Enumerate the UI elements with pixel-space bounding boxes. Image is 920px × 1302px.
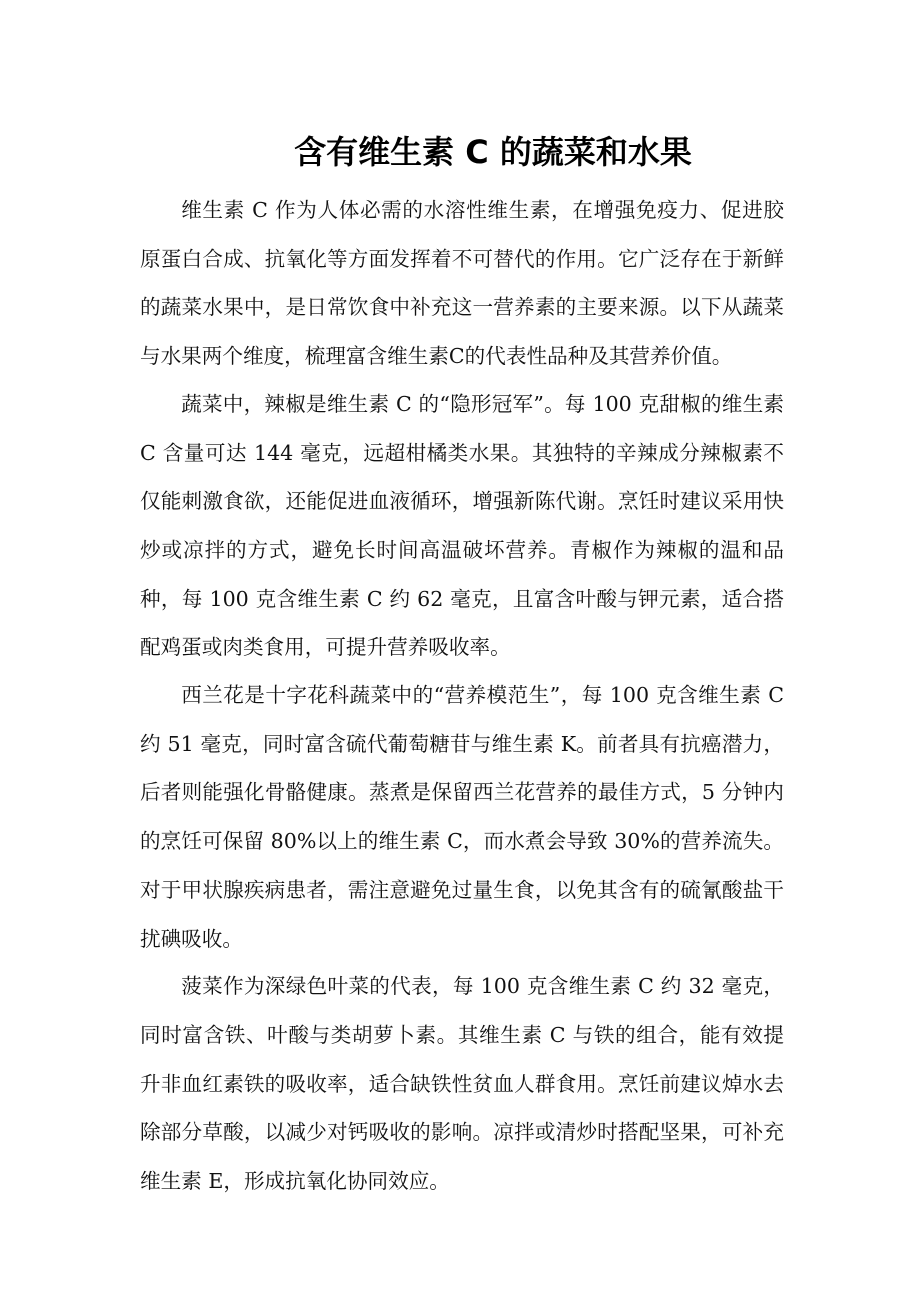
document-title: 含有维生素 C 的蔬菜和水果 [294,133,692,171]
document-body [140,186,784,1205]
paragraph-peppers: 蔬菜中，辣椒是维生素 C 的“隐形冠军”。每 100 克甜椒的维生素 C 含量可达 144 毫克，远超柑橘类水果。其独特的辛辣成分辣椒素不仅能刺激食欲，还能促进血液循环，增强新陈代谢。烹饪时建议采用快炒或凉拌的方式，避免长时间高温破坏营养。青椒作为辣椒的温和品种，每 100 克含维生素 C 约 62 毫克，且富含叶酸与钾元素，适合搭配鸡蛋或肉类食用，可提升营养吸收率。 [140,391,784,660]
paragraph-spinach: 菠菜作为深绿色叶菜的代表，每 100 克含维生素 C 约 32 毫克，同时富含铁、叶酸与类胡萝卜素。其维生素 C 与铁的组合，能有效提升非血红素铁的吸收率，适合缺铁性贫血人群食用。烹饪前建议焯水去除部分草酸，以减少对钙吸收的影响。凉拌或清炒时搭配坚果，可补充维生素 E，形成抗氧化协同效应。 [140,974,784,1194]
paragraph-broccoli: 西兰花是十字花科蔬菜中的“营养模范生”，每 100 克含维生素 C 约 51 毫克，同时富含硫代葡萄糖苷与维生素 K。前者具有抗癌潜力，后者则能强化骨骼健康。蒸煮是保留西兰花营养的最佳方式，5 分钟内的烹饪可保留 80%以上的维生素 C，而水煮会导致 30%的营养流失。对于甲状腺疾病患者，需注意避免过量生食，以免其含有的硫氰酸盐干扰碘吸收。 [140,683,784,951]
paragraph-intro: 维生素 C 作为人体必需的水溶性维生素，在增强免疫力、促进胶原蛋白合成、抗氧化等方面发挥着不可替代的作用。它广泛存在于新鲜的蔬菜水果中，是日常饮食中补充这一营养素的主要来源。以下从蔬菜与水果两个维度，梳理富含维生素C的代表性品种及其营养价值。 [140,198,784,369]
